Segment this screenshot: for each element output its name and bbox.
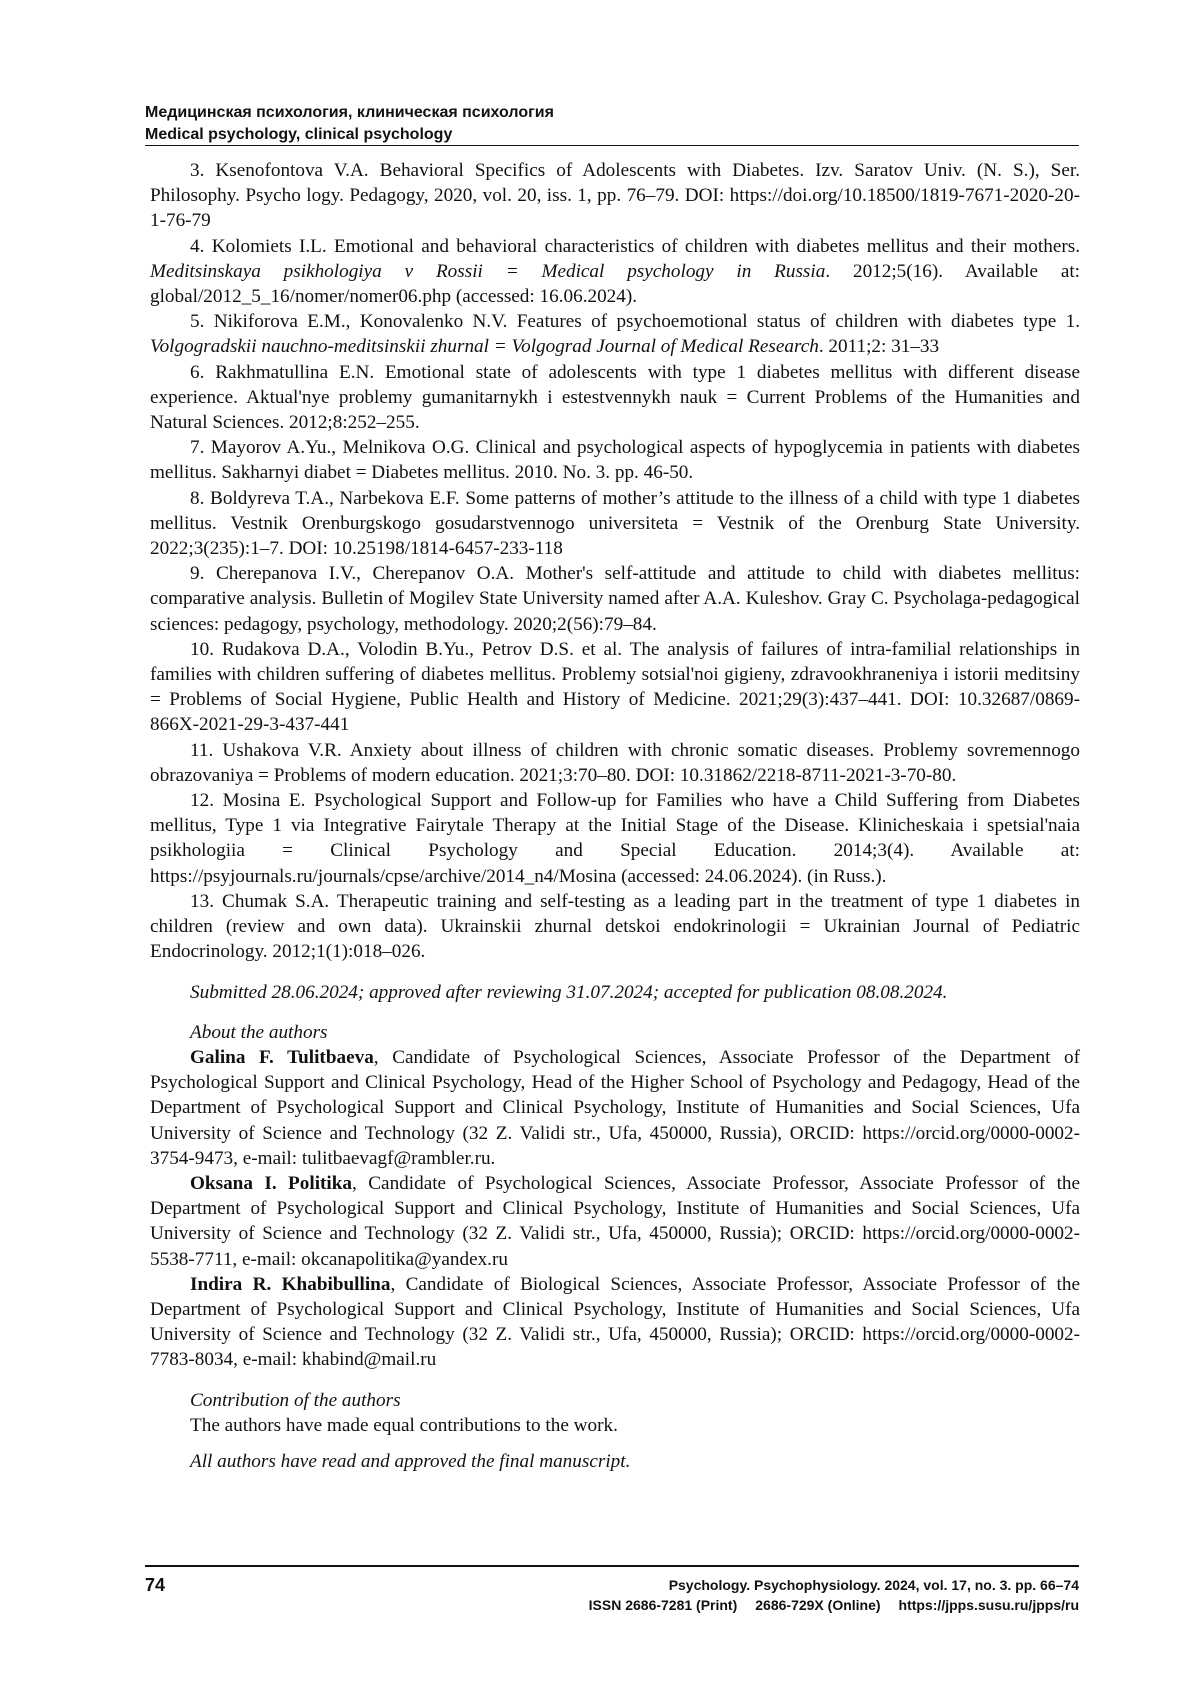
author-2-name: Oksana I. Politika [190,1172,353,1194]
footer-divider [145,1565,1079,1567]
journal-issn: ISSN 2686-7281 (Print) 2686-729X (Online) https://jpps.susu.ru/jpps/ru [588,1597,1079,1613]
author-2: Oksana I. Politika, Candidate of Psychological Sciences, Associate Professor, Associate Professor of the Department of Psychological Support and Clinical Psychology, Institute of Humanities and Social Sciences, Ufa University of Science and Technology (32 Z. Validi str., Ufa, 450000, Russia); ORCID: https://orcid.org/0000-0002-5538-7711, e-mail: okcanapolitika@yandex.ru [150,1172,1081,1270]
reference-12: 12. Mosina E. Psychological Support and Follow-up for Families who have a Child Suffering from Diabetes mellitus, Type 1 via Integrative Fairytale Therapy at the Initial Stage of the Disease. Klinicheskaia i spetsial'naia psikhologiia = Clinical Psychology and Special Education. 2014;3(4). Available at: https://psyjournals.ru/journals/cpse/archive/2014_n4/Mosina (accessed: 24.06.2024). (in Russ.). [150,790,1080,887]
reference-3: 3. Ksenofontova V.A. Behavioral Specifics of Adolescents with Diabetes. Izv. Saratov Univ. (N. S.), Ser. Philosophy. Psycho logy. Pedagogy, 2020, vol. 20, iss. 1, pp. 76–79. DOI: https://doi.org/10.18500/1819-7671-2020-20-1-76-79 [150,160,1080,232]
running-header [145,102,1079,146]
page-number: 74 [145,1575,166,1595]
contribution-text: The authors have made equal contributions to the work. [190,1414,618,1436]
page-body [150,158,1080,1474]
contribution-heading: Contribution of the authors [190,1389,401,1411]
reference-4: 4. Kolomiets I.L. Emotional and behavioral characteristics of children with diabetes mellitus and their mothers. Meditsinskaya psikhologiya v Rossii = Medical psychology in Russia. 2012;5(16). Available at: global/2012_5_16/nomer/nomer06.php (accessed: 16.06.2024). [150,235,1081,308]
author-1-name: Galina F. Tulitbaeva [190,1046,374,1068]
journal-url: https://jpps.susu.ru/jpps/ru [898,1597,1079,1613]
submission-dates: Submitted 28.06.2024; approved after reviewing 31.07.2024; accepted for publication 08.08.2024. [190,981,948,1003]
reference-8: 8. Boldyreva T.A., Narbekova E.F. Some patterns of mother’s attitude to the illness of a child with type 1 diabetes mellitus. Vestnik Orenburgskogo gosudarstvennogo universiteta = Vestnik of the Orenburg State University. 2022;3(235):1–7. DOI: 10.25198/1814-6457-233-118 [150,487,1080,560]
author-3: Indira R. Khabibullina, Candidate of Biological Sciences, Associate Professor, Associate Professor of the Department of Psychological Support and Clinical Psychology, Institute of Humanities and Social Sciences, Ufa University of Science and Technology (32 Z. Validi str., Ufa, 450000, Russia); ORCID: https://orcid.org/0000-0002-7783-8034, e-mail: khabind@mail.ru [150,1273,1080,1371]
header-english: Medical psychology, clinical psychology [145,126,453,143]
journal-footer [589,1575,1079,1615]
about-authors-heading: About the authors [190,1021,328,1043]
reference-7: 7. Mayorov A.Yu., Melnikova O.G. Clinical and psychological aspects of hypoglycemia in patients with diabetes mellitus. Sakharnyi diabet = Diabetes mellitus. 2010. No. 3. pp. 46-50. [150,437,1080,484]
reference-13: 13. Chumak S.A. Therapeutic training and self-testing as a leading part in the treatment of type 1 diabetes in children (review and own data). Ukrainskii zhurnal detskoi endokrinologii = Ukrainian Journal of Pediatric Endocrinology. 2012;1(1):018–026. [150,890,1080,963]
reference-10: 10. Rudakova D.A., Volodin B.Yu., Petrov D.S. et al. The analysis of failures of intra-familial relationships in families with children suffering of diabetes mellitus. Problemy sotsial'noi gigieny, zdravookhraneniya i istorii meditsiny = Problems of Social Hygiene, Public Health and History of Medicine. 2021;29(3):437–441. DOI: 10.32687/0869-866X-2021-29-3-437-441 [150,638,1080,736]
reference-6: 6. Rakhmatullina E.N. Emotional state of adolescents with type 1 diabetes mellitus with different disease experience. Aktual'nye problemy gumanitarnykh i estestvennykh nauk = Current Problems of the Humanities and Natural Sciences. 2012;8:252–255. [150,361,1080,434]
author-1: Galina F. Tulitbaeva, Candidate of Psychological Sciences, Associate Professor of the Department of Psychological Support and Clinical Psychology, Head of the Higher School of Psychology and Pedagogy, Head of the Department of Psychological Support and Clinical Psychology, Institute of Humanities and Social Sciences, Ufa University of Science and Technology (32 Z. Validi str., Ufa, 450000, Russia), ORCID: https://orcid.org/0000-0002-3754-9473, e-mail: tulitbaevagf@rambler.ru. [150,1046,1080,1169]
reference-9: 9. Cherepanova I.V., Cherepanov O.A. Mother's self-attitude and attitude to child with diabetes mellitus: comparative analysis. Bulletin of Mogilev State University named after A.A. Kuleshov. Gray C. Psycholaga-pedagogical sciences: pedagogy, psychology, methodology. 2020;2(56):79–84. [150,563,1080,635]
header-divider [145,145,1079,146]
author-3-name: Indira R. Khabibullina [190,1273,391,1295]
reference-5: 5. Nikiforova E.M., Konovalenko N.V. Features of psychoemotional status of children with diabetes type 1. Volgogradskii nauchno-meditsinskii zhurnal = Volgograd Journal of Medical Research. 2011;2: 31–33 [150,311,1080,358]
header-russian: Медицинская психология, клиническая психология [145,104,554,121]
journal-citation: Psychology. Psychophysiology. 2024, vol. 17, no. 3. pp. 66–74 [668,1577,1079,1593]
approval-statement: All authors have read and approved the final manuscript. [190,1450,631,1472]
reference-11: 11. Ushakova V.R. Anxiety about illness of children with chronic somatic diseases. Problemy sovremennogo obrazovaniya = Problems of modern education. 2021;3:70–80. DOI: 10.31862/2218-8711-2021-3-70-80. [150,739,1080,786]
